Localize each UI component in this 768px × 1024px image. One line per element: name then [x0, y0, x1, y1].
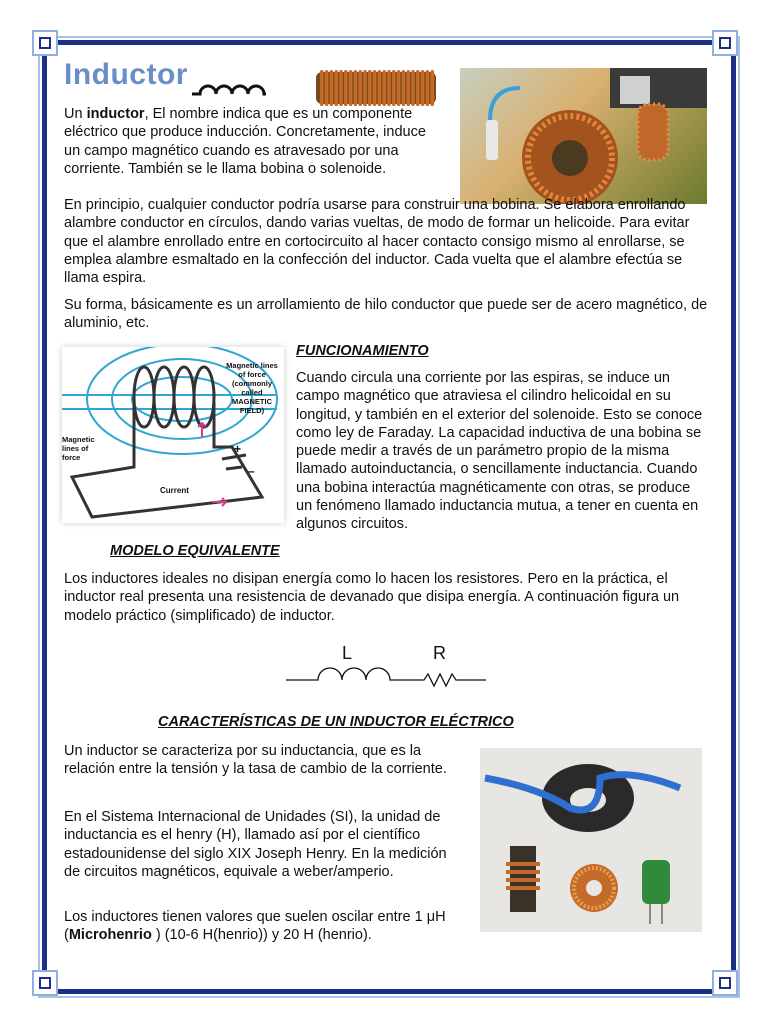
coil-turn: [378, 70, 382, 106]
coil-turn: [402, 70, 406, 106]
coil-symbol-icon: [190, 74, 268, 98]
inductor-photo: [460, 68, 707, 204]
caracteristicas-heading: CARACTERÍSTICAS DE UN INDUCTOR ELÉCTRICO: [158, 714, 514, 730]
coil-turn: [392, 70, 396, 106]
coil-turn: [368, 70, 372, 106]
coil-turn: [354, 70, 358, 106]
coil-turn: [320, 70, 324, 106]
caracteristicas-paragraph-1: Un inductor se caracteriza por su inductancia, que es la relación entre la tensión y la tasa de cambio de la corriente.: [64, 743, 447, 778]
magnetic-field-diagram: [62, 347, 284, 523]
coil-turn: [339, 70, 343, 106]
coil-turn: [363, 70, 367, 106]
copper-coil-icon: [314, 68, 438, 108]
intro-paragraph-3: [64, 296, 708, 333]
coil-turn: [397, 70, 401, 106]
caracteristicas-paragraph-3: [64, 908, 458, 945]
intro-text: Un: [64, 106, 87, 122]
label-current: Current: [160, 486, 189, 495]
coil-turn: [349, 70, 353, 106]
corner-ornament: [712, 30, 738, 56]
label-L: L: [342, 643, 353, 663]
corner-ornament: [712, 970, 738, 996]
coil-turn: [358, 70, 362, 106]
coil-turn: [421, 70, 425, 106]
modelo-paragraph: Los inductores ideales no disipan energía como lo hacen los resistores. Pero en la práctica, el inductor real presenta una resistencia de devanado que disipa energía. A continuación figura un modelo práctico (simplificado) de inductor.: [64, 571, 680, 624]
intro-text: , El nombre indica que es un componente eléctrico que produce inducción. Concretamente, induce un campo magnético cuando es atravesado por una corriente. También se le llama bobina o solenoide.: [64, 106, 426, 177]
caracteristicas-text: Los inductores tienen valores que suelen oscilar entre 1 μH (: [64, 909, 446, 944]
coil-turn: [411, 70, 415, 106]
lr-circuit-diagram: [284, 644, 488, 690]
intro-bold-term: inductor: [86, 106, 145, 122]
coil-turn: [334, 70, 338, 106]
funcionamiento-paragraph: Cuando circula una corriente por las espiras, se induce un campo magnético que atraviesa el cilindro helicoidal en su longitud, y también en el exterior del solenoide. Esto se conoce como ley de Faraday. La capacidad inductiva de una bobina se puede medir a través de un parámetro propio de la misma llamado autoinductancia, o sencillamente inductancia. Cuando una bobina interactúa magnéticamente con otras, se produce un fenómeno llamado inductancia mutua, a tener en cuenta en algunos circuitos.: [296, 370, 703, 533]
intro-text: En principio, cualquier conductor podría usarse para construir una bobina. Se elabora enrollando alambre conductor en círculos, dando varias vueltas, de modo de formar un helicoide. Para evitar que el alambre enrollado entre en cortocircuito al hacer contacto consigo mismo al enrollarse, se emplea alambre esmaltado en la confección del inductor. Cada vuelta que el alambre efectúa se llama espira.: [64, 197, 690, 287]
coil-turn: [325, 70, 329, 106]
caracteristicas-text: ) (10-6 H(henrio)) y 20 H (henrio).: [151, 927, 372, 944]
coil-turn: [426, 70, 430, 106]
coil-turn: [373, 70, 377, 106]
coil-turn: [344, 70, 348, 106]
label-R: R: [433, 643, 446, 663]
corner-ornament: [32, 970, 58, 996]
coil-turn: [416, 70, 420, 106]
coil-turn: [382, 70, 386, 106]
coil-turn: [406, 70, 410, 106]
inductors-photo: [480, 748, 702, 932]
intro-text: Su forma, básicamente es un arrollamiento de hilo conductor que puede ser de acero magnético, de aluminio, etc.: [64, 297, 708, 332]
caracteristicas-paragraph-2: En el Sistema Internacional de Unidades (SI), la unidad de inductancia es el henry (H), llamado así por el científico estadounidense del siglo XIX Joseph Henry. En la medición de circuitos magnéticos, equivale a weber/amperio.: [64, 809, 447, 880]
intro-paragraph-1: [64, 105, 444, 178]
intro-paragraph-2: [64, 196, 708, 287]
microhenrio-term: Microhenrio: [68, 927, 152, 944]
label-magnetic-lines-right: Magnetic lines of force (commonly called MAGNETIC FIELD): [226, 361, 278, 415]
funcionamiento-heading: FUNCIONAMIENTO: [296, 343, 429, 359]
modelo-heading: MODELO EQUIVALENTE: [110, 543, 280, 559]
corner-ornament: [32, 30, 58, 56]
coil-turn: [430, 70, 434, 106]
minus-sign: –: [248, 464, 255, 478]
coil-turn: [387, 70, 391, 106]
coil-turn: [330, 70, 334, 106]
plus-sign: +: [234, 442, 242, 456]
page-title: Inductor: [64, 58, 188, 91]
label-magnetic-lines-left: Magnetic lines of force: [62, 435, 95, 462]
